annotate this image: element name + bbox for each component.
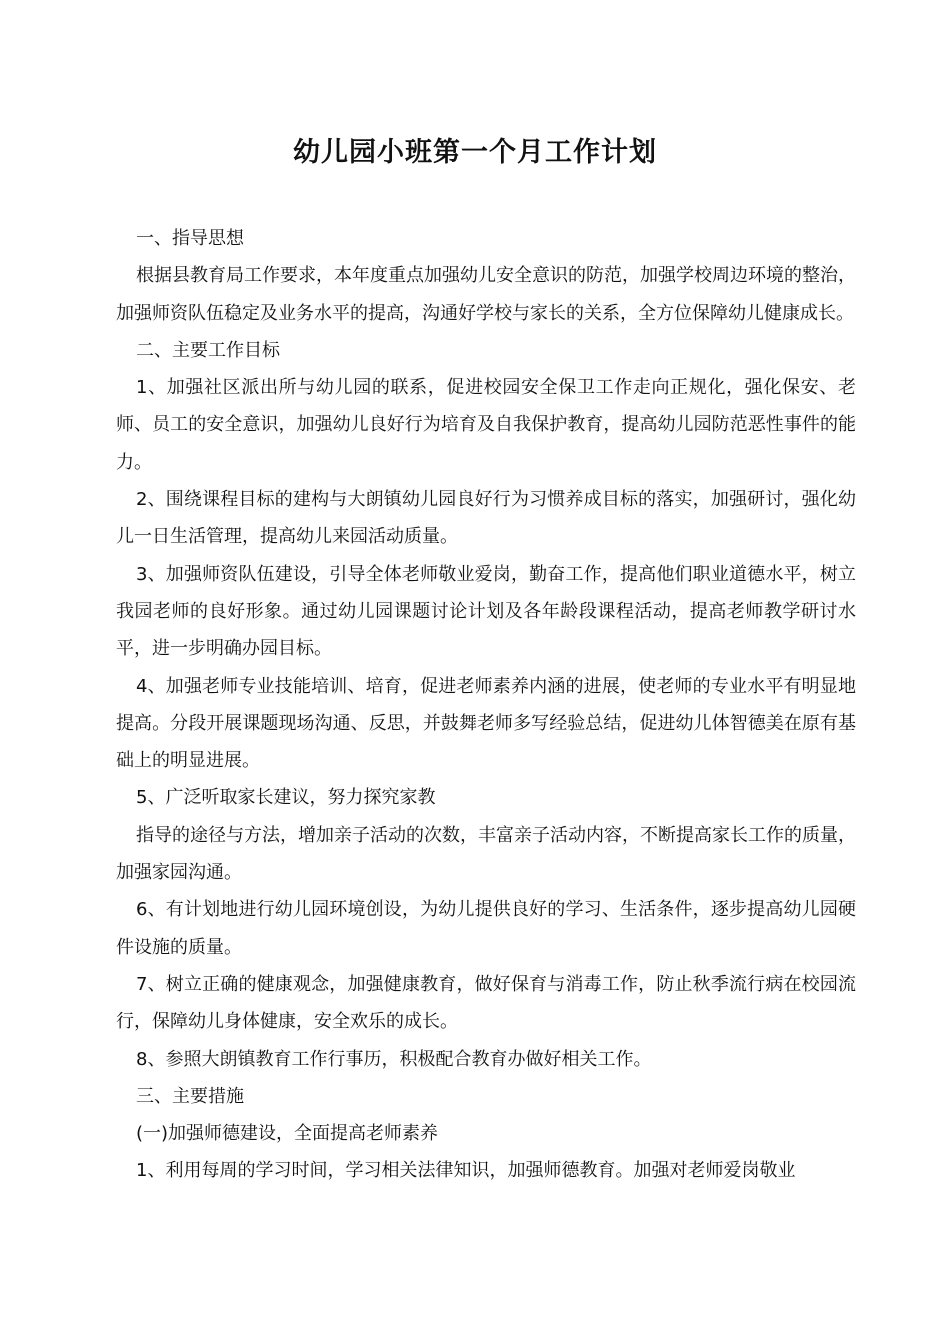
section-heading-main-goals: 二、主要工作目标 [136,339,280,361]
goal-item-5: 5、广泛听取家长建议，努力探究家教 [136,787,436,809]
section-heading-guiding-ideology: 一、指导思想 [136,228,244,249]
goal-item-7: 7、树立正确的健康观念，加强健康教育，做好保育与消毒工作，防止秋季流行病在校园流行，保障幼儿身体健康，安全欢乐的成长。 [116,973,856,1033]
goal-item-4: 4、加强老师专业技能培训、培育，促进老师素养内涵的进展，使老师的专业水平有明显地提高。分段开展课题现场沟通、反思，并鼓舞老师多写经验总结，促进幼儿体智德美在原有基础上的明显进展。 [116,675,856,772]
goal-item-3: 3、加强师资队伍建设，引导全体老师敬业爱岗，勤奋工作，提高他们职业道德水平，树立我园老师的良好形象。通过幼儿园课题讨论计划及各年龄段课程活动，提高老师教学研讨水平，进一步明确办园目标。 [116,563,856,660]
section-heading-main-measures: 三、主要措施 [136,1085,244,1107]
goal-item-2: 2、围绕课程目标的建构与大朗镇幼儿园良好行为习惯养成目标的落实，加强研讨，强化幼儿一日生活管理，提高幼儿来园活动质量。 [116,489,856,548]
paragraph-guiding-ideology: 根据县教育局工作要求，本年度重点加强幼儿安全意识的防范，加强学校周边环境的整治，加强师资队伍稳定及业务水平的提高，沟通好学校与家长的关系，全方位保障幼儿健康成长。 [116,265,856,324]
goal-item-5-continued: 指导的途径与方法，增加亲子活动的次数，丰富亲子活动内容，不断提高家长工作的质量，加强家园沟通。 [116,824,856,884]
goal-item-8: 8、参照大朗镇教育工作行事历，积极配合教育办做好相关工作。 [136,1048,652,1070]
measure-item-1: 1、利用每周的学习时间，学习相关法律知识，加强师德教育。加强对老师爱岗敬业 [136,1160,796,1182]
document-body [116,220,856,1190]
goal-item-6: 6、有计划地进行幼儿园环境创设，为幼儿提供良好的学习、生活条件，逐步提高幼儿园硬件设施的质量。 [116,899,856,958]
goal-item-1: 1、加强社区派出所与幼儿园的联系，促进校园安全保卫工作走向正规化，强化保安、老师、员工的安全意识，加强幼儿良好行为培育及自我保护教育，提高幼儿园防范恶性事件的能力。 [116,377,856,473]
document-title: 幼儿园小班第一个月工作计划 [293,137,657,168]
subsection-heading-teacher-ethics: (一)加强师德建设，全面提高老师素养 [136,1123,439,1145]
